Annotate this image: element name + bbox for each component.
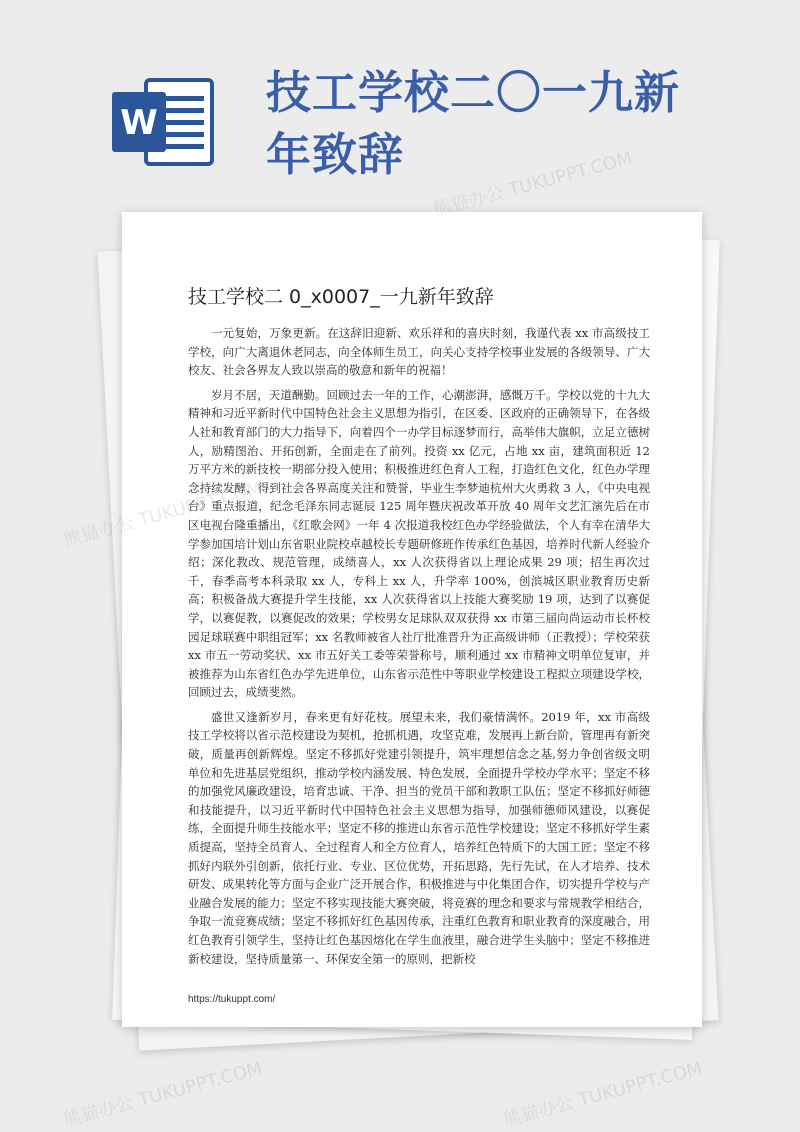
- watermark: 熊猫办公: [61, 512, 137, 552]
- paragraph: 盛世又逢新岁月，春来更有好花枝。展望未来，我们豪情满怀。2019 年，xx 市高级技工学校将以省示范校建设为契机，抢抓机遇，攻坚克难，发展再上新台阶，管理再有新突破，质量再创新辉煌。坚定不移抓好党建引领提升，筑牢理想信念之基,努力争创省级文明单位和先进基层党组织，推动学校内涵发展、特色发展，全面提升学校办学水平；坚定不移的加强党风廉政建设，培育忠诚、干净、担当的党员干部和教职工队伍；坚定不移抓好师德和技能提升，以习近平新时代中国特色社会主义思想为指导，加强师德师风建设，以赛促练，全面提升师生技能水平；坚定不移的推进山东省示范性学校建设；坚定不移抓好学生素质提高，坚持全员育人、全过程育人和全方位育人，培养红色特质下的大国工匠；坚定不移抓好内联外引创新，依托行业、专业、区位优势，开拓思路，先行先试，在人才培养、技术研发、成果转化等方面与企业广泛开展合作，积极推进与中化集团合作，切实提升学校与产业融合发展的能力；坚定不移实现技能大赛突破，将竞赛的理念和要求与常规教学相结合，争取一流竞赛成绩；坚定不移抓好红色基因传承，注重红色教育和职业教育的深度融合，用红色教育引领学生，坚持让红色基因熔化在学生血液里，融合进学生头脑中；坚定不移推进新校建设，坚持质量第一、环保安全第一的原则，把新校: [188, 709, 650, 966]
- paragraph: 一元复始，万象更新。在这辞旧迎新、欢乐祥和的喜庆时刻，我谨代表 xx 市高级技工学校，向广大离退休老同志，向全体师生员工，向关心支持学校事业发展的各级领导、广大校友、社会各界友人致以崇高的敬意和新年的祝福！: [188, 326, 650, 378]
- page-title: 技工学校二〇一九新年致辞: [266, 66, 681, 181]
- watermark: 熊猫办公 TUKUPPT.COM: [501, 1057, 705, 1132]
- page-header: [0, 0, 800, 210]
- document-title: 技工学校二 0_x0007_一九新年致辞: [188, 286, 494, 308]
- paragraph: 岁月不居，天道酬勤。回顾过去一年的工作，心潮澎湃，感慨万千。学校以党的十九大精神和习近平新时代中国特色社会主义思想为指引，在区委、区政府的正确领导下，在各级人社和教育部门的大力指导下，向着四个一办学目标逐梦而行，高举伟大旗帜，立足立德树人，励精图治、开拓创新，全面走在了前列。投资 xx 亿元，占地 xx 亩，建筑面积近 12 万平方米的新技校一期部分投入使用；积极推进红色育人工程，打造红色文化，红色办学理念持续发酵，得到社会各界高度关注和赞誉，毕业生李梦迪杭州大火勇救 3 人，《中央电视台》重点报道，纪念毛泽东同志诞辰 125 周年暨庆祝改革开放 40 周年文艺汇演先后在市区电视台隆重播出，《红歌会网》一年 4 次报道我校红色办学经验做法，个人有幸在清华大学参加国培计划山东省职业院校卓越校长专题研修班作传承红色基因，培养时代新人经验介绍；深化教改、规范管理，成绩喜人，xx 人次获得省以上理论成果 29 项；招生再次过千，春季高考本科录取 xx 人，专科上 xx 人，升学率 100%，创滨城区职业教育历史新高；积极备战大赛提升学生技能，xx 人次获得省以上技能大赛奖励 19 项，达到了以赛促学，以赛促教，以赛促改的效果；学校男女足球队双双获得 xx 市第三届向尚运动市长杯校园足球联赛中职组冠军；xx 名教师被省人社厅批准晋升为正高级讲师（正教授）；学校荣获 xx 市五一劳动奖状、xx 市五好关工委等荣誉称号，顺利通过 xx 市精神文明单位复审，并被推荐为山东省红色办学先进单位，山东省示范性中等职业学校建设工程拟立项建设学校，回顾过去，成绩斐然。: [188, 387, 650, 700]
- word-document-icon: [108, 74, 216, 170]
- document-page: [122, 212, 702, 1027]
- document-body: [188, 324, 650, 974]
- watermark: 熊猫办公 TUKUPPT.COM: [61, 1057, 265, 1132]
- document-preview: [96, 212, 726, 1072]
- footer-url: https://tukuppt.com/: [188, 994, 276, 1005]
- svg-text:W: W: [120, 103, 158, 143]
- watermark: 熊猫办公 TUKUPPT.COM: [431, 147, 635, 222]
